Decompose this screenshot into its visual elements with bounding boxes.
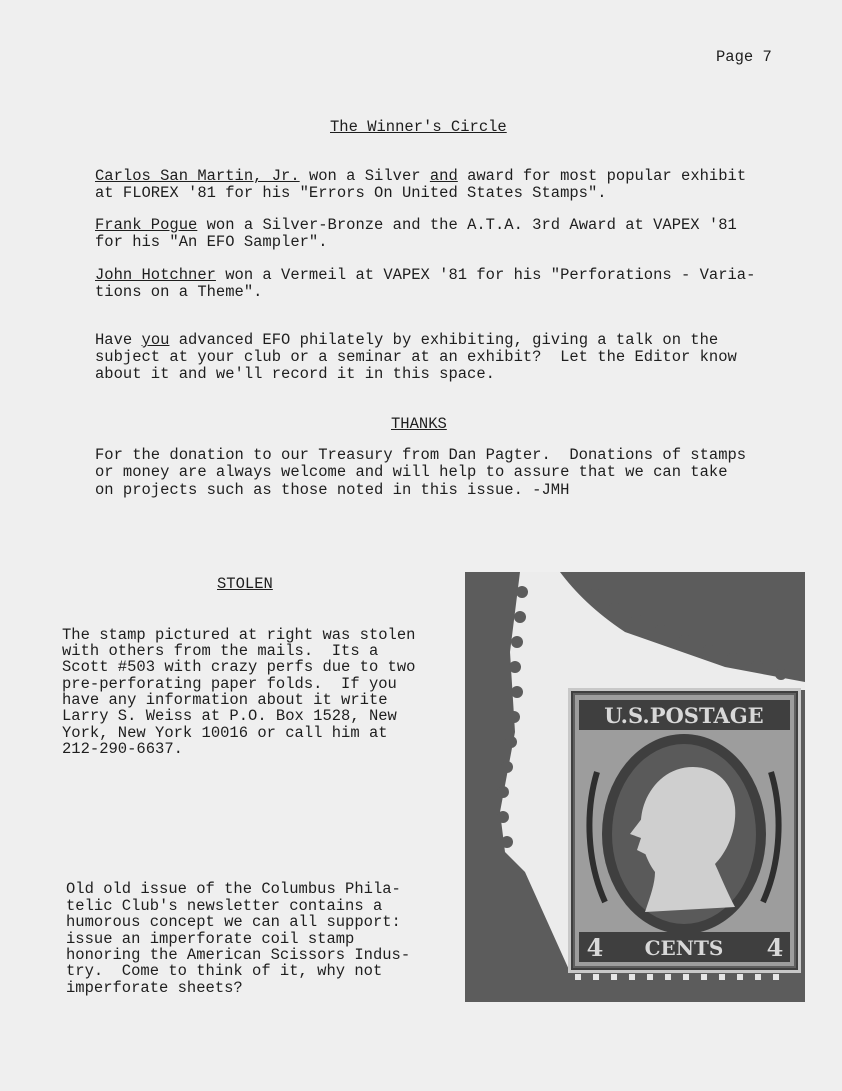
stolen-stamp-photo — [465, 572, 805, 1002]
thanks-line: or money are always welcome and will help to assure that we can take — [95, 463, 728, 481]
columbus-line: telic Club's newsletter contains a — [66, 897, 383, 915]
prompt-paragraph-line3: about it and we'll record it in this space. — [95, 365, 495, 383]
stolen-line: 212-290-6637. — [62, 740, 183, 758]
stamp-value-left: 4 — [586, 933, 604, 962]
stolen-line: Scott #503 with crazy perfs due to two — [62, 658, 416, 676]
winner-entry-1-line2: at FLOREX '81 for his "Errors On United States Stamps". — [95, 184, 607, 202]
stolen-line: pre-perforating paper folds. If you — [62, 675, 397, 693]
columbus-line: issue an imperforate coil stamp — [66, 930, 355, 948]
stolen-line: have any information about it write — [62, 691, 388, 709]
columbus-line: try. Come to think of it, why not — [66, 962, 383, 980]
thanks-line: on projects such as those noted in this issue. -JMH — [95, 481, 570, 499]
winner-entry-1: Carlos San Martin, Jr. won a Silver and award for most popular exhibit — [95, 167, 747, 185]
winner-name: John Hotchner — [95, 266, 216, 284]
columbus-line: honoring the American Scissors Indus- — [66, 946, 411, 964]
stolen-line: York, New York 10016 or call him at — [62, 724, 388, 742]
stamp-top-text: U.S.POSTAGE — [604, 703, 764, 728]
stamp-value-right: 4 — [766, 933, 784, 962]
washington-profile — [641, 767, 736, 912]
winner-name: Frank Pogue — [95, 216, 198, 234]
stamp-denomination: CENTS — [644, 936, 724, 960]
winner-name: Carlos San Martin, Jr. — [95, 167, 300, 185]
prompt-paragraph-line1: Have you advanced EFO philately by exhibiting, giving a talk on the — [95, 331, 719, 349]
stolen-line: The stamp pictured at right was stolen — [62, 626, 416, 644]
thanks-line: For the donation to our Treasury from Dan Pagter. Donations of stamps — [95, 446, 747, 464]
winner-entry-3-line2: tions on a Theme". — [95, 283, 263, 301]
page-number: Page 7 — [716, 48, 772, 66]
columbus-line: Old old issue of the Columbus Phila- — [66, 880, 401, 898]
bottom-perforations — [575, 974, 779, 980]
prompt-paragraph-line2: subject at your club or a seminar at an exhibit? Let the Editor know — [95, 348, 737, 366]
stolen-line: Larry S. Weiss at P.O. Box 1528, New — [62, 707, 397, 725]
stolen-line: with others from the mails. Its a — [62, 642, 379, 660]
winner-entry-3: John Hotchner won a Vermeil at VAPEX '81 for his "Perforations - Varia- — [95, 266, 756, 284]
winners-title: The Winner's Circle — [330, 118, 507, 136]
stolen-title: STOLEN — [217, 575, 273, 593]
columbus-line: humorous concept we can all support: — [66, 913, 401, 931]
winner-entry-2: Frank Pogue won a Silver-Bronze and the A.T.A. 3rd Award at VAPEX '81 — [95, 216, 737, 234]
winner-entry-2-line2: for his "An EFO Sampler". — [95, 233, 328, 251]
thanks-title: THANKS — [391, 415, 447, 433]
columbus-line: imperforate sheets? — [66, 979, 243, 997]
